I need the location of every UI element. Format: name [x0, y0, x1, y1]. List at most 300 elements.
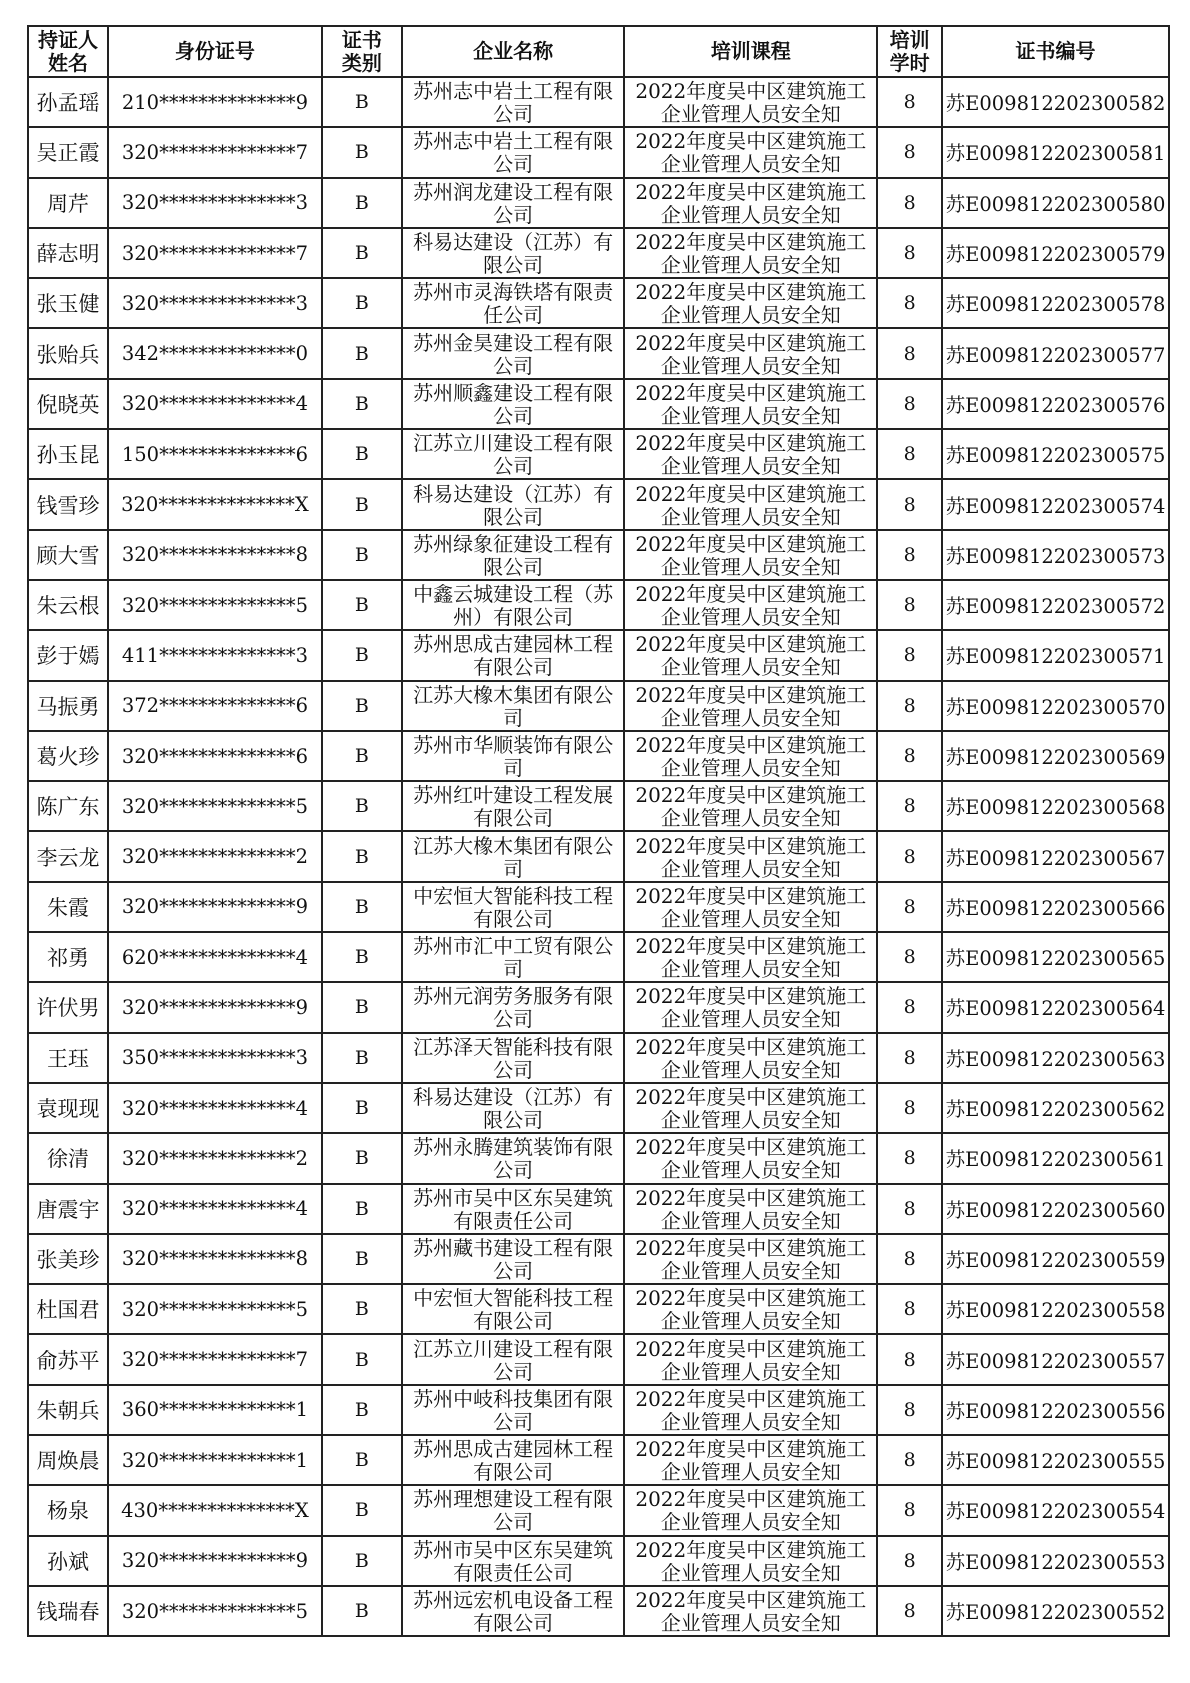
cert-number-cell: 苏E009812202300563 [942, 1033, 1169, 1083]
company-cell [402, 831, 625, 881]
header-company: 企业名称 [402, 26, 625, 77]
table-row [28, 731, 1169, 781]
course-cell [624, 580, 877, 630]
course-cell [624, 479, 877, 529]
course-cell [624, 1083, 877, 1133]
id-number-cell: 210**************9 [108, 77, 322, 127]
hours-cell: 8 [877, 932, 942, 982]
company-text: 苏州绿象征建设工程有限公司 [413, 532, 614, 577]
hours-cell: 8 [877, 127, 942, 177]
hours-cell: 8 [877, 1133, 942, 1183]
cert-type-cell: B [322, 1485, 402, 1535]
table-row [28, 1435, 1169, 1485]
cert-number-cell: 苏E009812202300568 [942, 781, 1169, 831]
cert-number-cell: 苏E009812202300566 [942, 882, 1169, 932]
company-text: 苏州理想建设工程有限公司 [413, 1488, 614, 1533]
holder-name-cell: 钱雪珍 [28, 479, 108, 529]
header-id-number: 身份证号 [108, 26, 322, 77]
course-text: 2022年度吴中区建筑施工企业管理人员安全知 [635, 583, 867, 628]
table-row [28, 932, 1169, 982]
header-course: 培训课程 [624, 26, 877, 77]
company-cell [402, 1033, 625, 1083]
company-cell [402, 1435, 625, 1485]
cert-number-cell: 苏E009812202300573 [942, 530, 1169, 580]
header-hours: 培训学时 [877, 26, 942, 77]
course-text: 2022年度吴中区建筑施工企业管理人员安全知 [635, 1488, 867, 1533]
course-cell [624, 1586, 877, 1636]
cert-number-cell: 苏E009812202300557 [942, 1334, 1169, 1384]
id-number-cell: 320**************2 [108, 1133, 322, 1183]
id-number-cell: 342**************0 [108, 328, 322, 378]
company-text: 中宏恒大智能科技工程有限公司 [413, 884, 614, 929]
cert-number-cell: 苏E009812202300554 [942, 1485, 1169, 1535]
hours-cell: 8 [877, 1485, 942, 1535]
cert-type-cell: B [322, 580, 402, 630]
company-text: 苏州远宏机电设备工程有限公司 [413, 1589, 614, 1634]
holder-name-cell: 袁现现 [28, 1083, 108, 1133]
cert-type-cell: B [322, 1234, 402, 1284]
id-number-cell: 320**************X [108, 479, 322, 529]
holder-name-cell: 杜国君 [28, 1284, 108, 1334]
cert-type-cell: B [322, 1284, 402, 1334]
table-row [28, 580, 1169, 630]
table-row [28, 379, 1169, 429]
table-row [28, 1184, 1169, 1234]
course-text: 2022年度吴中区建筑施工企业管理人员安全知 [635, 331, 867, 376]
course-text: 2022年度吴中区建筑施工企业管理人员安全知 [635, 80, 867, 125]
cert-type-cell: B [322, 228, 402, 278]
id-number-cell: 320**************8 [108, 1234, 322, 1284]
table-row [28, 1536, 1169, 1586]
table-row [28, 630, 1169, 680]
hours-cell: 8 [877, 781, 942, 831]
holder-name-cell: 薛志明 [28, 228, 108, 278]
cert-number-cell: 苏E009812202300569 [942, 731, 1169, 781]
hours-cell: 8 [877, 882, 942, 932]
id-number-cell: 320**************8 [108, 530, 322, 580]
table-body [28, 77, 1169, 1636]
hours-cell: 8 [877, 630, 942, 680]
holder-name-cell: 周芹 [28, 178, 108, 228]
course-text: 2022年度吴中区建筑施工企业管理人员安全知 [635, 683, 867, 728]
company-cell [402, 1385, 625, 1435]
holder-name-cell: 张贻兵 [28, 328, 108, 378]
course-cell [624, 882, 877, 932]
hours-cell: 8 [877, 1385, 942, 1435]
company-text: 江苏泽天智能科技有限公司 [413, 1035, 614, 1080]
header-cert-number: 证书编号 [942, 26, 1169, 77]
course-text: 2022年度吴中区建筑施工企业管理人员安全知 [635, 633, 867, 678]
course-cell [624, 831, 877, 881]
cert-number-cell: 苏E009812202300555 [942, 1435, 1169, 1485]
id-number-cell: 320**************3 [108, 178, 322, 228]
cert-number-cell: 苏E009812202300574 [942, 479, 1169, 529]
cert-type-cell: B [322, 731, 402, 781]
cert-number-cell: 苏E009812202300565 [942, 932, 1169, 982]
table-row [28, 328, 1169, 378]
company-cell [402, 1334, 625, 1384]
hours-cell: 8 [877, 1586, 942, 1636]
course-text: 2022年度吴中区建筑施工企业管理人员安全知 [635, 1035, 867, 1080]
table-row [28, 479, 1169, 529]
cert-number-cell: 苏E009812202300570 [942, 681, 1169, 731]
table-row [28, 882, 1169, 932]
cert-number-cell: 苏E009812202300579 [942, 228, 1169, 278]
course-text: 2022年度吴中区建筑施工企业管理人员安全知 [635, 482, 867, 527]
company-cell [402, 328, 625, 378]
hours-cell: 8 [877, 479, 942, 529]
id-number-cell: 430**************X [108, 1485, 322, 1535]
id-number-cell: 320**************4 [108, 1184, 322, 1234]
id-number-cell: 320**************3 [108, 278, 322, 328]
course-text: 2022年度吴中区建筑施工企业管理人员安全知 [635, 1186, 867, 1231]
company-cell [402, 379, 625, 429]
table-row [28, 781, 1169, 831]
cert-number-cell: 苏E009812202300562 [942, 1083, 1169, 1133]
company-text: 苏州红叶建设工程发展有限公司 [413, 784, 614, 829]
company-cell [402, 178, 625, 228]
table-row [28, 1334, 1169, 1384]
cert-type-cell: B [322, 781, 402, 831]
course-cell [624, 630, 877, 680]
hours-cell: 8 [877, 580, 942, 630]
company-cell [402, 278, 625, 328]
cert-number-cell: 苏E009812202300560 [942, 1184, 1169, 1234]
company-cell [402, 882, 625, 932]
table-row [28, 982, 1169, 1032]
cert-type-cell: B [322, 1184, 402, 1234]
course-text: 2022年度吴中区建筑施工企业管理人员安全知 [635, 432, 867, 477]
company-cell [402, 1184, 625, 1234]
holder-name-cell: 李云龙 [28, 831, 108, 881]
cert-number-cell: 苏E009812202300581 [942, 127, 1169, 177]
course-text: 2022年度吴中区建筑施工企业管理人员安全知 [635, 130, 867, 175]
cert-number-cell: 苏E009812202300553 [942, 1536, 1169, 1586]
table-row [28, 1586, 1169, 1636]
cert-type-cell: B [322, 1033, 402, 1083]
id-number-cell: 320**************5 [108, 781, 322, 831]
course-cell [624, 530, 877, 580]
table-row [28, 1385, 1169, 1435]
id-number-cell: 360**************1 [108, 1385, 322, 1435]
cert-type-cell: B [322, 1435, 402, 1485]
table-row [28, 77, 1169, 127]
course-cell [624, 731, 877, 781]
id-number-cell: 411**************3 [108, 630, 322, 680]
cert-type-cell: B [322, 1586, 402, 1636]
company-cell [402, 681, 625, 731]
company-cell [402, 127, 625, 177]
course-cell [624, 1536, 877, 1586]
company-cell [402, 1083, 625, 1133]
course-text: 2022年度吴中区建筑施工企业管理人员安全知 [635, 935, 867, 980]
course-text: 2022年度吴中区建筑施工企业管理人员安全知 [635, 1287, 867, 1332]
hours-cell: 8 [877, 228, 942, 278]
hours-cell: 8 [877, 278, 942, 328]
table-row [28, 1284, 1169, 1334]
company-text: 苏州藏书建设工程有限公司 [413, 1236, 614, 1281]
course-text: 2022年度吴中区建筑施工企业管理人员安全知 [635, 1438, 867, 1483]
id-number-cell: 320**************5 [108, 580, 322, 630]
cert-number-cell: 苏E009812202300564 [942, 982, 1169, 1032]
company-cell [402, 1234, 625, 1284]
course-cell [624, 1284, 877, 1334]
table-row [28, 1133, 1169, 1183]
company-text: 江苏立川建设工程有限公司 [413, 432, 614, 477]
table-row [28, 278, 1169, 328]
cert-type-cell: B [322, 1334, 402, 1384]
holder-name-cell: 朱朝兵 [28, 1385, 108, 1435]
company-text: 科易达建设（江苏）有限公司 [413, 482, 614, 527]
cert-number-cell: 苏E009812202300582 [942, 77, 1169, 127]
holder-name-cell: 许伏男 [28, 982, 108, 1032]
cert-type-cell: B [322, 681, 402, 731]
company-cell [402, 1284, 625, 1334]
holder-name-cell: 陈广东 [28, 781, 108, 831]
company-cell [402, 1133, 625, 1183]
course-text: 2022年度吴中区建筑施工企业管理人员安全知 [635, 281, 867, 326]
company-cell [402, 982, 625, 1032]
holder-name-cell: 杨泉 [28, 1485, 108, 1535]
course-cell [624, 429, 877, 479]
table-row [28, 1234, 1169, 1284]
holder-name-cell: 张玉健 [28, 278, 108, 328]
course-cell [624, 1133, 877, 1183]
company-text: 科易达建设（江苏）有限公司 [413, 231, 614, 276]
id-number-cell: 320**************5 [108, 1284, 322, 1334]
company-cell [402, 1485, 625, 1535]
course-cell [624, 379, 877, 429]
cert-number-cell: 苏E009812202300575 [942, 429, 1169, 479]
table-row [28, 831, 1169, 881]
holder-name-cell: 马振勇 [28, 681, 108, 731]
course-cell [624, 178, 877, 228]
company-cell [402, 1586, 625, 1636]
table-row [28, 530, 1169, 580]
table-row [28, 681, 1169, 731]
course-text: 2022年度吴中区建筑施工企业管理人员安全知 [635, 985, 867, 1030]
company-cell [402, 429, 625, 479]
holder-name-cell: 孙孟瑶 [28, 77, 108, 127]
company-text: 苏州金昊建设工程有限公司 [413, 331, 614, 376]
holder-name-cell: 祁勇 [28, 932, 108, 982]
course-cell [624, 1033, 877, 1083]
id-number-cell: 320**************9 [108, 982, 322, 1032]
holder-name-cell: 钱瑞春 [28, 1586, 108, 1636]
cert-number-cell: 苏E009812202300577 [942, 328, 1169, 378]
course-cell [624, 982, 877, 1032]
company-text: 苏州市汇中工贸有限公司 [413, 935, 614, 980]
course-text: 2022年度吴中区建筑施工企业管理人员安全知 [635, 1589, 867, 1634]
cert-type-cell: B [322, 127, 402, 177]
holder-name-cell: 彭于嫣 [28, 630, 108, 680]
company-text: 苏州市吴中区东吴建筑有限责任公司 [413, 1186, 614, 1231]
hours-cell: 8 [877, 530, 942, 580]
id-number-cell: 320**************4 [108, 1083, 322, 1133]
company-cell [402, 1536, 625, 1586]
company-text: 中鑫云城建设工程（苏州）有限公司 [413, 583, 614, 628]
company-text: 苏州润龙建设工程有限公司 [413, 180, 614, 225]
id-number-cell: 320**************7 [108, 228, 322, 278]
course-cell [624, 681, 877, 731]
hours-cell: 8 [877, 379, 942, 429]
course-text: 2022年度吴中区建筑施工企业管理人员安全知 [635, 1538, 867, 1583]
holder-name-cell: 孙斌 [28, 1536, 108, 1586]
course-cell [624, 328, 877, 378]
company-cell [402, 228, 625, 278]
hours-cell: 8 [877, 982, 942, 1032]
holder-name-cell: 倪晓英 [28, 379, 108, 429]
company-cell [402, 731, 625, 781]
holder-name-cell: 朱云根 [28, 580, 108, 630]
hours-cell: 8 [877, 1435, 942, 1485]
hours-cell: 8 [877, 681, 942, 731]
company-text: 苏州市灵海铁塔有限责任公司 [413, 281, 614, 326]
table-row [28, 127, 1169, 177]
cert-number-cell: 苏E009812202300558 [942, 1284, 1169, 1334]
course-cell [624, 1485, 877, 1535]
course-cell [624, 278, 877, 328]
cert-type-cell: B [322, 379, 402, 429]
course-text: 2022年度吴中区建筑施工企业管理人员安全知 [635, 884, 867, 929]
company-cell [402, 580, 625, 630]
cert-number-cell: 苏E009812202300561 [942, 1133, 1169, 1183]
course-text: 2022年度吴中区建筑施工企业管理人员安全知 [635, 834, 867, 879]
company-text: 中宏恒大智能科技工程有限公司 [413, 1287, 614, 1332]
holder-name-cell: 周焕晨 [28, 1435, 108, 1485]
course-text: 2022年度吴中区建筑施工企业管理人员安全知 [635, 1387, 867, 1432]
holder-name-cell: 葛火珍 [28, 731, 108, 781]
course-text: 2022年度吴中区建筑施工企业管理人员安全知 [635, 784, 867, 829]
id-number-cell: 320**************6 [108, 731, 322, 781]
company-text: 苏州顺鑫建设工程有限公司 [413, 381, 614, 426]
holder-name-cell: 吴正霞 [28, 127, 108, 177]
id-number-cell: 320**************9 [108, 882, 322, 932]
company-text: 江苏立川建设工程有限公司 [413, 1337, 614, 1382]
cert-number-cell: 苏E009812202300571 [942, 630, 1169, 680]
cert-type-cell: B [322, 278, 402, 328]
hours-cell: 8 [877, 1083, 942, 1133]
id-number-cell: 320**************1 [108, 1435, 322, 1485]
holder-name-cell: 唐震宇 [28, 1184, 108, 1234]
hours-cell: 8 [877, 1284, 942, 1334]
hours-cell: 8 [877, 1234, 942, 1284]
holder-name-cell: 徐清 [28, 1133, 108, 1183]
cert-number-cell: 苏E009812202300576 [942, 379, 1169, 429]
company-text: 苏州元润劳务服务有限公司 [413, 985, 614, 1030]
cert-number-cell: 苏E009812202300552 [942, 1586, 1169, 1636]
course-text: 2022年度吴中区建筑施工企业管理人员安全知 [635, 734, 867, 778]
cert-type-cell: B [322, 429, 402, 479]
holder-name-cell: 朱霞 [28, 882, 108, 932]
id-number-cell: 320**************7 [108, 127, 322, 177]
holder-name-cell: 俞苏平 [28, 1334, 108, 1384]
company-text: 江苏大橡木集团有限公司 [413, 683, 614, 728]
cert-type-cell: B [322, 178, 402, 228]
cert-number-cell: 苏E009812202300578 [942, 278, 1169, 328]
company-text: 苏州志中岩土工程有限公司 [413, 80, 614, 125]
hours-cell: 8 [877, 1184, 942, 1234]
hours-cell: 8 [877, 1536, 942, 1586]
course-text: 2022年度吴中区建筑施工企业管理人员安全知 [635, 1086, 867, 1131]
company-text: 苏州中岐科技集团有限公司 [413, 1387, 614, 1432]
hours-cell: 8 [877, 1033, 942, 1083]
cert-number-cell: 苏E009812202300580 [942, 178, 1169, 228]
course-text: 2022年度吴中区建筑施工企业管理人员安全知 [635, 180, 867, 225]
hours-cell: 8 [877, 178, 942, 228]
table-row [28, 1083, 1169, 1133]
hours-cell: 8 [877, 731, 942, 781]
company-text: 苏州市华顺装饰有限公司 [413, 734, 614, 778]
hours-cell: 8 [877, 429, 942, 479]
cert-number-cell: 苏E009812202300556 [942, 1385, 1169, 1435]
course-text: 2022年度吴中区建筑施工企业管理人员安全知 [635, 1236, 867, 1281]
header-holder-name: 持证人姓名 [28, 26, 108, 77]
course-cell [624, 1435, 877, 1485]
company-cell [402, 479, 625, 529]
id-number-cell: 320**************2 [108, 831, 322, 881]
cert-type-cell: B [322, 1083, 402, 1133]
course-text: 2022年度吴中区建筑施工企业管理人员安全知 [635, 1136, 867, 1181]
cert-type-cell: B [322, 1133, 402, 1183]
table-row [28, 178, 1169, 228]
course-cell [624, 1385, 877, 1435]
company-cell [402, 781, 625, 831]
company-text: 江苏大橡木集团有限公司 [413, 834, 614, 879]
id-number-cell: 620**************4 [108, 932, 322, 982]
course-text: 2022年度吴中区建筑施工企业管理人员安全知 [635, 1337, 867, 1382]
cert-type-cell: B [322, 982, 402, 1032]
hours-cell: 8 [877, 77, 942, 127]
course-cell [624, 1334, 877, 1384]
hours-cell: 8 [877, 831, 942, 881]
course-text: 2022年度吴中区建筑施工企业管理人员安全知 [635, 231, 867, 276]
holder-name-cell: 顾大雪 [28, 530, 108, 580]
cert-type-cell: B [322, 1536, 402, 1586]
table-row [28, 1485, 1169, 1535]
cert-type-cell: B [322, 932, 402, 982]
header-cert-type: 证书类别 [322, 26, 402, 77]
course-cell [624, 77, 877, 127]
cert-type-cell: B [322, 530, 402, 580]
course-cell [624, 781, 877, 831]
course-cell [624, 1184, 877, 1234]
company-text: 科易达建设（江苏）有限公司 [413, 1086, 614, 1131]
id-number-cell: 372**************6 [108, 681, 322, 731]
company-text: 苏州思成古建园林工程有限公司 [413, 1438, 614, 1483]
cert-number-cell: 苏E009812202300567 [942, 831, 1169, 881]
cert-type-cell: B [322, 630, 402, 680]
course-cell [624, 1234, 877, 1284]
company-cell [402, 932, 625, 982]
holder-name-cell: 王珏 [28, 1033, 108, 1083]
id-number-cell: 320**************7 [108, 1334, 322, 1384]
course-cell [624, 932, 877, 982]
company-text: 苏州永腾建筑装饰有限公司 [413, 1136, 614, 1181]
table-header-row [28, 26, 1169, 77]
course-text: 2022年度吴中区建筑施工企业管理人员安全知 [635, 532, 867, 577]
course-cell [624, 228, 877, 278]
id-number-cell: 320**************4 [108, 379, 322, 429]
id-number-cell: 320**************5 [108, 1586, 322, 1636]
company-text: 苏州思成古建园林工程有限公司 [413, 633, 614, 678]
holder-name-cell: 孙玉昆 [28, 429, 108, 479]
certificate-roster-table [27, 25, 1170, 1637]
holder-name-cell: 张美珍 [28, 1234, 108, 1284]
company-text: 苏州市吴中区东吴建筑有限责任公司 [413, 1538, 614, 1583]
company-cell [402, 530, 625, 580]
company-cell [402, 77, 625, 127]
